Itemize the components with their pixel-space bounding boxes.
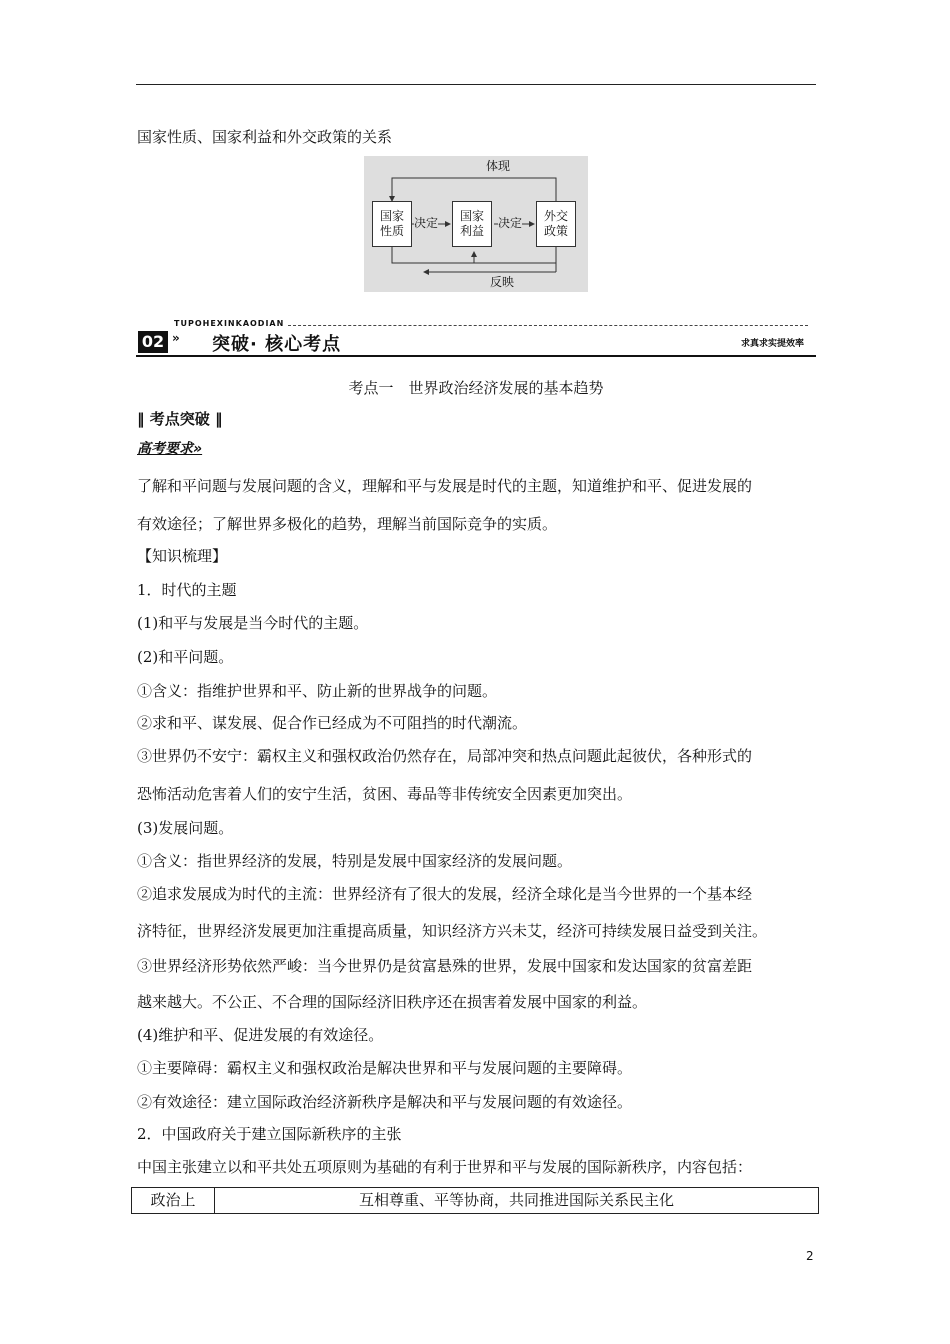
body-line: 2．中国政府关于建立国际新秩序的主张 (137, 1125, 402, 1143)
box-foreign-policy: 外交政策 (536, 201, 576, 247)
banner-motto: 求真求实提效率 (740, 339, 804, 349)
banner-title: 突破· 核心考点 (212, 334, 342, 355)
body-line: ③世界经济形势依然严峻：当今世界仍是贫富悬殊的世界，发展中国家和发达国家的贫富差距 (137, 957, 753, 975)
banner-number: 02 (138, 331, 168, 353)
body-line: (2)和平问题。 (137, 648, 234, 666)
header-rule (136, 84, 816, 85)
arrow-label-determine-2: 决定 (498, 216, 523, 230)
requirement-label: 高考要求» (137, 441, 203, 457)
label-reflect: 反映 (490, 275, 515, 289)
label-embody: 体现 (486, 159, 511, 173)
table-row-content: 互相尊重、平等协商，共同推进国际关系民主化 (358, 1191, 674, 1209)
box-national-nature: 国家性质 (372, 201, 412, 247)
relationship-diagram (364, 156, 588, 292)
chevron-icon: » (172, 331, 180, 345)
body-line: 【知识梳理】 (137, 547, 228, 565)
body-line: ①含义：指维护世界和平、防止新的世界战争的问题。 (137, 682, 498, 700)
body-line: ②求和平、谋发展、促合作已经成为不可阻挡的时代潮流。 (137, 714, 528, 732)
arrow-label-determine-1: 决定 (414, 216, 439, 230)
body-line: (4)维护和平、促进发展的有效途径。 (137, 1026, 384, 1044)
body-line: 中国主张建立以和平共处五项原则为基础的有利于世界和平与发展的国际新秩序，内容包括： (137, 1158, 753, 1176)
body-line: (1)和平与发展是当今时代的主题。 (137, 614, 369, 632)
section-banner (136, 319, 816, 357)
heading: 国家性质、国家利益和外交政策的关系 (137, 128, 393, 146)
page-number: 2 (806, 1249, 814, 1263)
body-line: ②有效途径：建立国际政治经济新秩序是解决和平与发展问题的有效途径。 (137, 1093, 633, 1111)
body-line: 济特征，世界经济发展更加注重提高质量，知识经济方兴未艾，经济可持续发展日益受到关注。 (137, 922, 768, 940)
body-line: 了解和平问题与发展问题的含义，理解和平与发展是时代的主题，知道维护和平、促进发展的 (137, 477, 753, 495)
table-row-label: 政治上 (132, 1188, 215, 1213)
content-table (131, 1187, 819, 1214)
topic-title: 考点一 世界政治经济发展的基本趋势 (348, 379, 604, 397)
body-line: 恐怖活动危害着人们的安宁生活，贫困、毒品等非传统安全因素更加突出。 (137, 785, 633, 803)
body-line: 越来越大。不公正、不合理的国际经济旧秩序还在损害着发展中国家的利益。 (137, 993, 648, 1011)
subhead-breakthrough: ‖ 考点突破 ‖ (137, 410, 223, 428)
body-line: ①含义：指世界经济的发展，特别是发展中国家经济的发展问题。 (137, 852, 573, 870)
banner-dotted-line (288, 325, 808, 326)
body-line: (3)发展问题。 (137, 819, 234, 837)
body-line: ③世界仍不安宁：霸权主义和强权政治仍然存在，局部冲突和热点问题此起彼伏，各种形式的 (137, 747, 753, 765)
body-line: ②追求发展成为时代的主流：世界经济有了很大的发展，经济全球化是当今世界的一个基本经 (137, 885, 753, 903)
box-national-interest: 国家利益 (452, 201, 492, 247)
body-line: ①主要障碍：霸权主义和强权政治是解决世界和平与发展问题的主要障碍。 (137, 1059, 633, 1077)
body-line: 有效途径；了解世界多极化的趋势，理解当前国际竞争的实质。 (137, 515, 558, 533)
banner-underline (136, 355, 816, 357)
banner-pinyin: TUPOHEXINKAODIAN (174, 319, 285, 328)
body-line: 1．时代的主题 (137, 581, 237, 599)
